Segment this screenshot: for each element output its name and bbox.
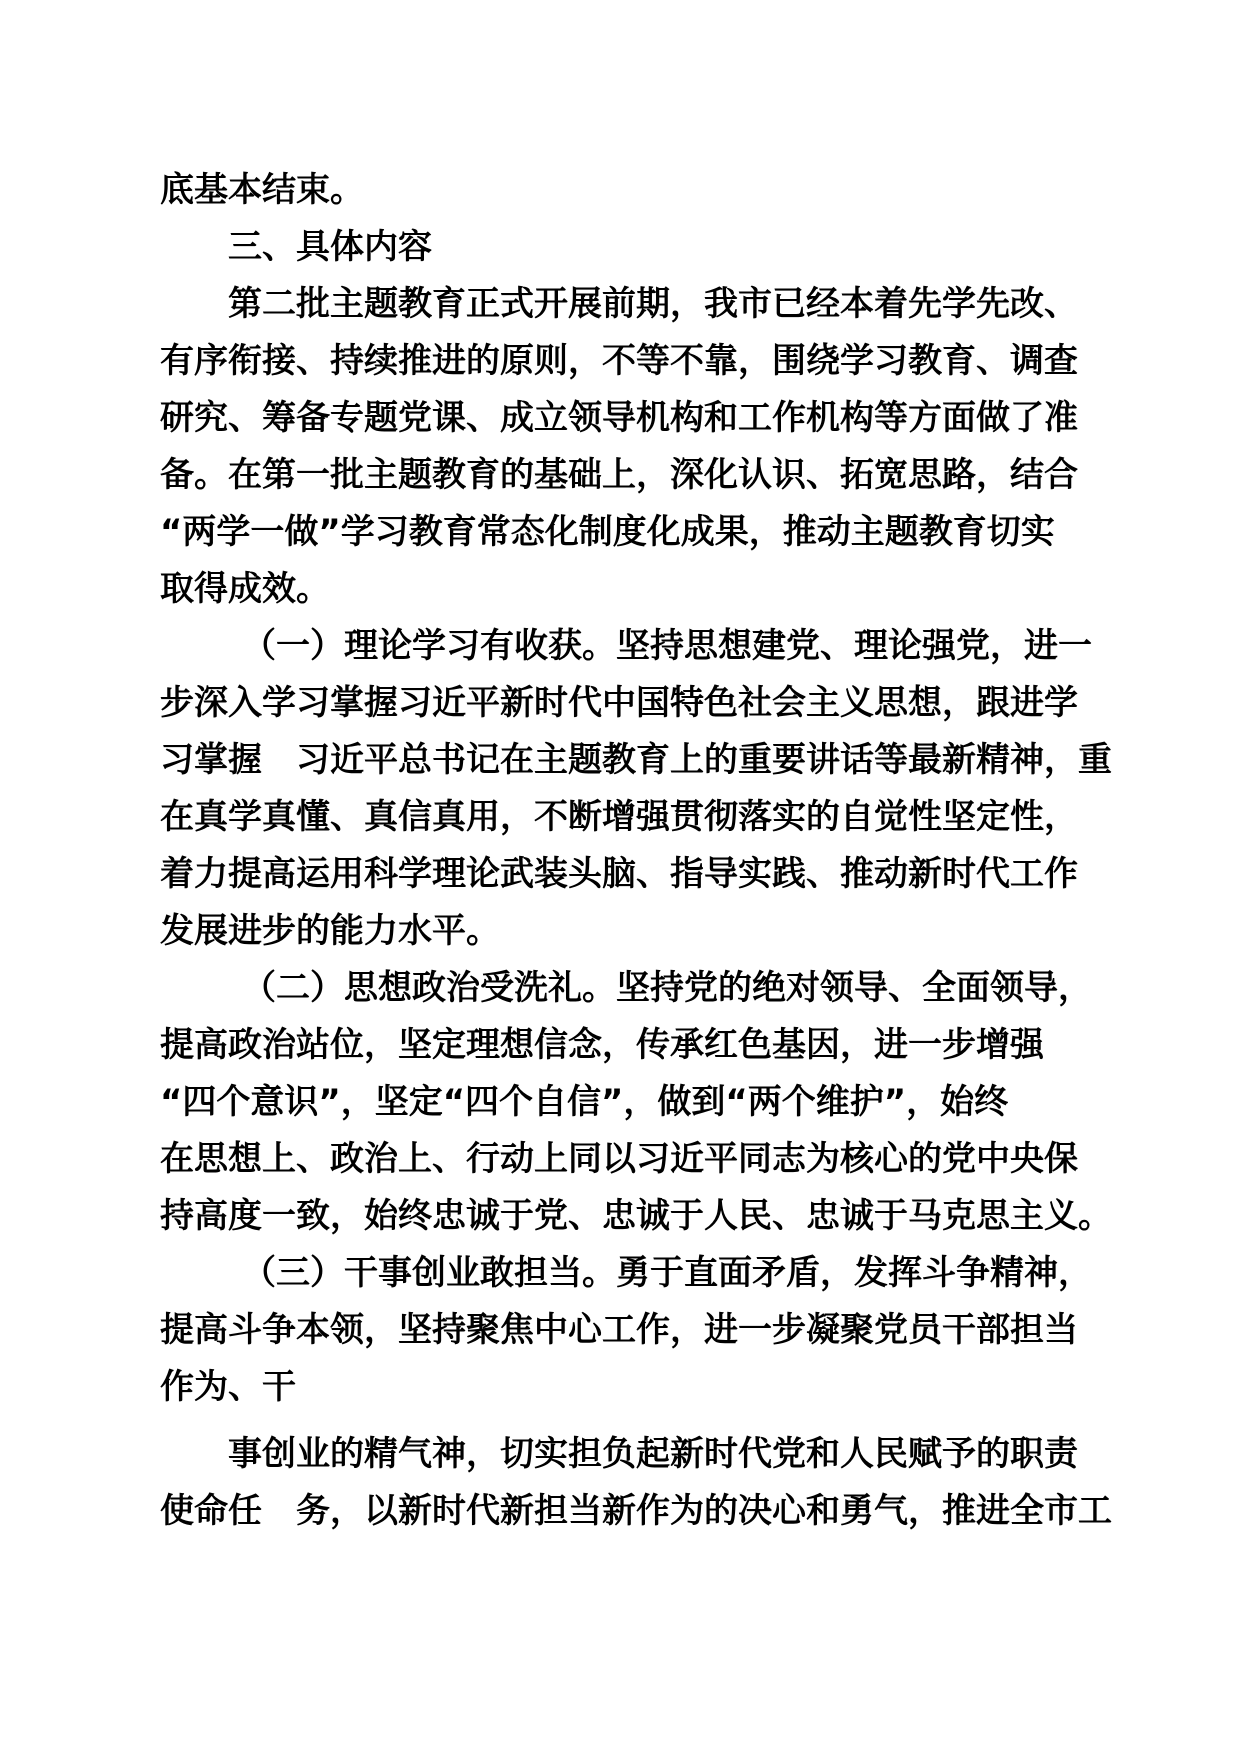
paragraph-line: 备。在第一批主题教育的基础上，深化认识、拓宽思路，结合 <box>160 455 1078 495</box>
paragraph-line: 作为、干 <box>160 1367 296 1407</box>
paragraph-line: 使命任 务，以新时代新担当新作为的决心和勇气，推进全市工 <box>160 1491 1112 1531</box>
subsection-line: （一）理论学习有收获。坚持思想建党、理论强党，进一 <box>242 626 1092 666</box>
paragraph-line: 提高斗争本领，坚持聚焦中心工作，进一步凝聚党员干部担当 <box>160 1310 1078 1350</box>
paragraph-line: 第二批主题教育正式开展前期，我市已经本着先学先改、 <box>228 284 1078 324</box>
paragraph-line: 步深入学习掌握习近平新时代中国特色社会主义思想，跟进学 <box>160 683 1078 723</box>
paragraph-line: 在思想上、政治上、行动上同以习近平同志为核心的党中央保 <box>160 1139 1078 1179</box>
subsection-line: （三）干事创业敢担当。勇于直面矛盾，发挥斗争精神， <box>242 1253 1092 1293</box>
paragraph-line: 事创业的精气神，切实担负起新时代党和人民赋予的职责 <box>228 1434 1078 1474</box>
paragraph-line: 着力提高运用科学理论武装头脑、指导实践、推动新时代工作 <box>160 854 1078 894</box>
paragraph-line: 有序衔接、持续推进的原则，不等不靠，围绕学习教育、调查 <box>160 341 1078 381</box>
paragraph-line: 在真学真懂、真信真用，不断增强贯彻落实的自觉性坚定性， <box>160 797 1078 837</box>
text-line: 底基本结束。 <box>160 170 364 210</box>
paragraph-line: 发展进步的能力水平。 <box>160 911 500 951</box>
paragraph-line: 取得成效。 <box>160 569 330 609</box>
paragraph-line: “两学一做”学习教育常态化制度化成果，推动主题教育切实 <box>160 512 1055 552</box>
section-heading: 三、具体内容 <box>228 227 432 267</box>
paragraph-line: “四个意识”，坚定“四个自信”，做到“两个维护”，始终 <box>160 1082 1009 1122</box>
paragraph-line: 研究、筹备专题党课、成立领导机构和工作机构等方面做了准 <box>160 398 1078 438</box>
paragraph-line: 习掌握 习近平总书记在主题教育上的重要讲话等最新精神，重 <box>160 740 1112 780</box>
subsection-line: （二）思想政治受洗礼。坚持党的绝对领导、全面领导， <box>242 968 1092 1008</box>
paragraph-line: 提高政治站位，坚定理想信念，传承红色基因，进一步增强 <box>160 1025 1044 1065</box>
paragraph-line: 持高度一致，始终忠诚于党、忠诚于人民、忠诚于马克思主义。 <box>160 1196 1112 1236</box>
